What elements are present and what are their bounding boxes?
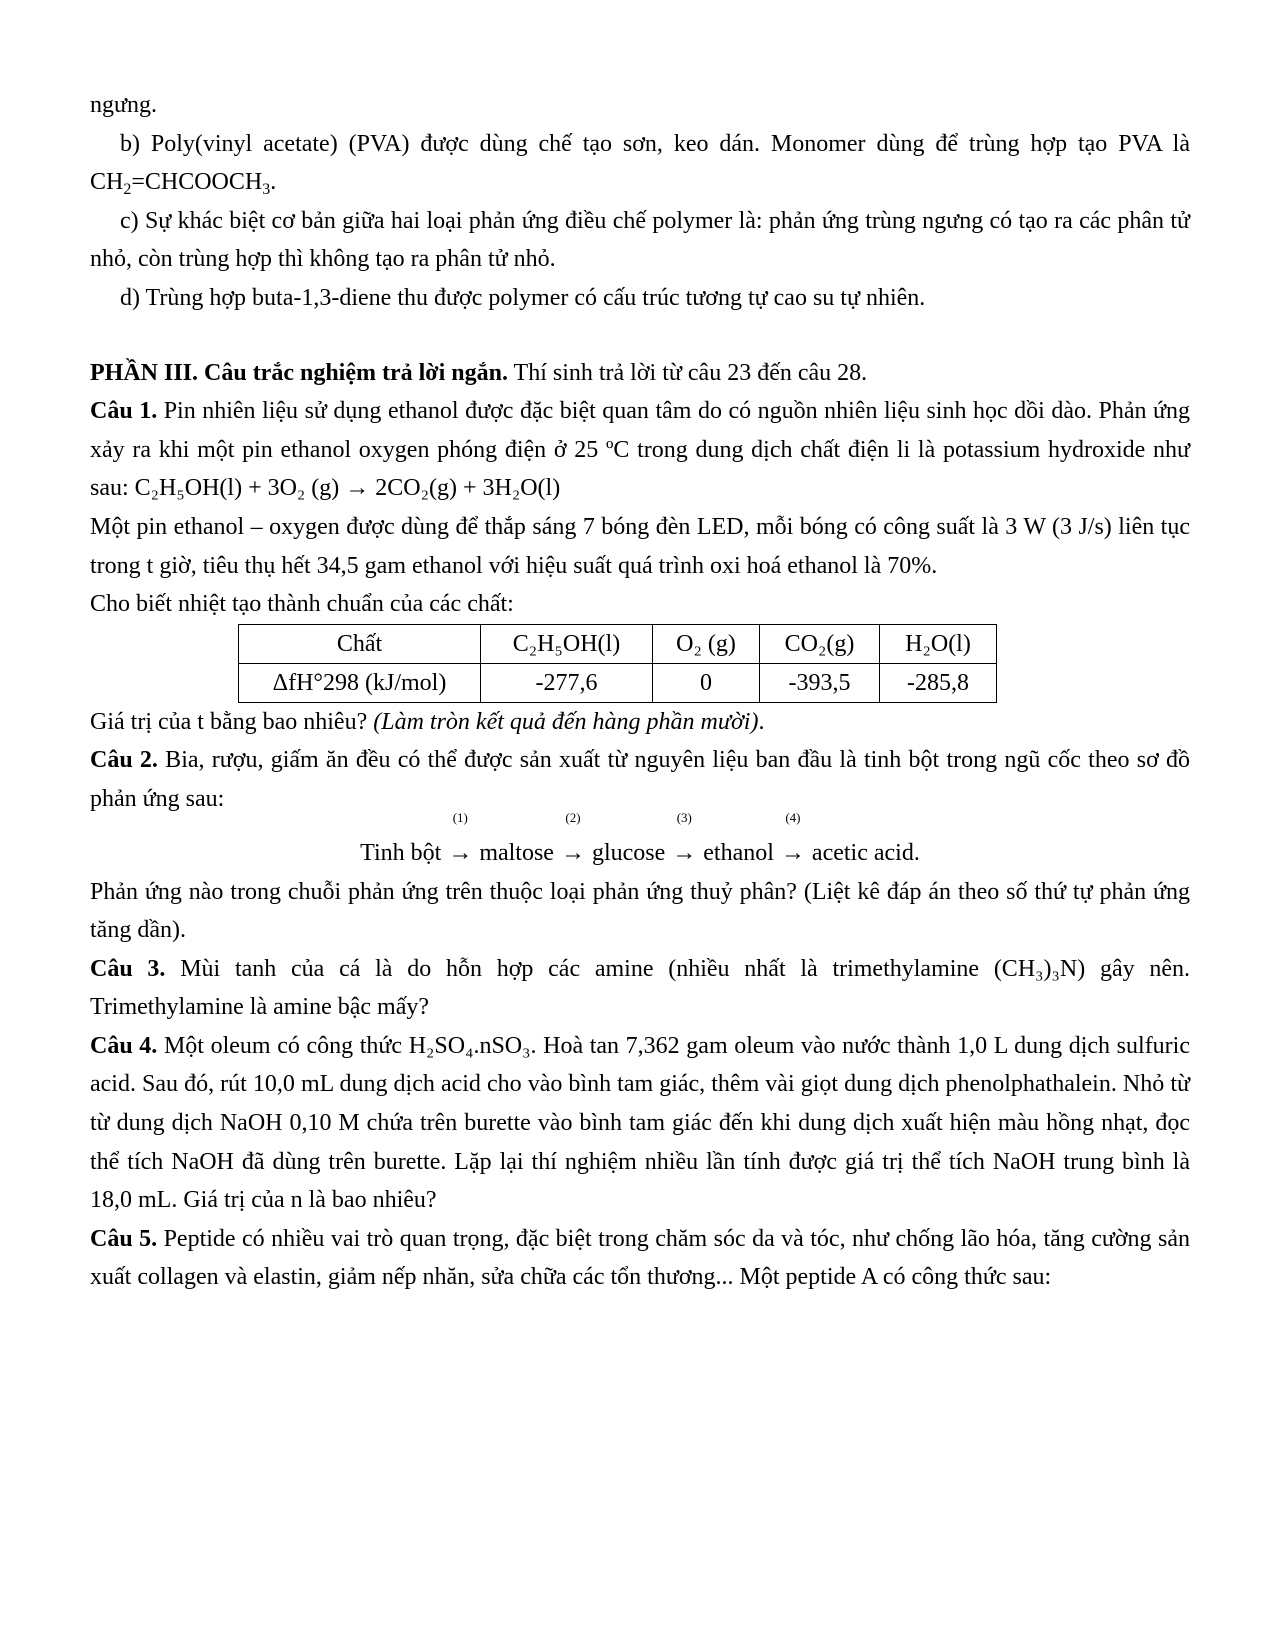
table-header-cell: CO₂(g): [760, 624, 880, 663]
scheme-start: Tinh bột: [360, 839, 448, 866]
table-cell: 0: [653, 663, 760, 702]
document-page: [90, 86, 1190, 1297]
table-header-cell: Chất: [239, 624, 481, 663]
q5-label: Câu 5.: [90, 1225, 158, 1252]
table-cell: -393,5: [760, 663, 880, 702]
question-3: Câu 3. Mùi tanh của cá là do hỗn hợp các amine (nhiều nhất là trimethylamine (CH₃)₃N) gây nên. Trimethylamine là amine bậc mấy?: [90, 955, 1190, 1021]
statement-c: c) Sự khác biệt cơ bản giữa hai loại phản ứng điều chế polymer là: phản ứng trùng ngưng có tạo ra các phân tử nhỏ, còn trùng hợp thì không tạo ra phân tử nhỏ.: [90, 207, 1190, 273]
q1-note: (Làm tròn kết quả đến hàng phần mười): [373, 708, 759, 735]
table-header-cell: C₂H₅OH(l): [481, 624, 653, 663]
enthalpy-table: [238, 624, 997, 703]
q1-label: Câu 1.: [90, 398, 158, 425]
table-row: [239, 663, 997, 702]
question-4: Câu 4. Một oleum có công thức H₂SO₄.nSO₃. Hoà tan 7,362 gam oleum vào nước thành 1,0 L dung dịch sulfuric acid. Sau đó, rút 10,0 mL dung dịch acid cho vào bình tam giác, thêm vài giọt dung dịch phenolphathalein. Nhỏ từ từ dung dịch NaOH 0,10 M chứa trên burette vào bình tam giác đến khi dung dịch xuất hiện màu hồng nhạt, đọc thể tích NaOH đã dùng trên burette. Lặp lại thí nghiệm nhiều lần tính được giá trị thể tích NaOH trung bình là 18,0 mL. Giá trị của n là bao nhiêu?: [90, 1032, 1190, 1214]
q3-label: Câu 3.: [90, 955, 166, 982]
table-row-label: ΔfH°298 (kJ/mol): [239, 663, 481, 702]
q4-label: Câu 4.: [90, 1032, 158, 1059]
reaction-scheme: Tinh bột (1) → maltose (2) → glucose (3) → ethanol (4) → acetic acid.: [90, 833, 1190, 873]
arrow-2-icon: (2) →: [560, 809, 585, 866]
part3-instruction: Thí sinh trả lời từ câu 23 đến câu 28.: [507, 359, 868, 386]
table-header-row: [239, 624, 997, 663]
table-cell: -277,6: [481, 663, 653, 702]
q1-question: Giá trị của t bằng bao nhiêu? (Làm tròn kết quả đến hàng phần mười).: [90, 708, 765, 735]
statement-b: b) Poly(vinyl acetate) (PVA) được dùng chế tạo sơn, keo dán. Monomer dùng để trùng hợp tạo PVA là $CH_2=CHCOOCH_3$.: [90, 130, 1190, 199]
table-header-cell: O₂ (g): [653, 624, 760, 663]
part3-heading-line: [90, 354, 1190, 393]
spacer: [90, 318, 1190, 354]
q1-equation: C₂H₅OH(l) + 3O₂ (g) → 2CO₂(g) + 3H₂O(l): [134, 475, 561, 502]
part3-heading: PHẦN III. Câu trắc nghiệm trả lời ngắn.: [90, 359, 508, 386]
q2-label: Câu 2.: [90, 747, 158, 774]
intro-line: ngưng.: [90, 92, 158, 118]
arrow-4-icon: (4) →: [780, 809, 805, 866]
table-cell: -285,8: [880, 663, 997, 702]
statement-d: d) Trùng hợp buta-1,3-diene thu được polymer có cấu trúc tương tự cao su tự nhiên.: [120, 284, 926, 311]
question-2: Câu 2. Bia, rượu, giấm ăn đều có thể được sản xuất từ nguyên liệu ban đầu là tinh bột trong ngũ cốc theo sơ đồ phản ứng sau:: [90, 747, 1190, 812]
arrow-3-icon: (3) →: [672, 809, 697, 866]
q1-text3: Cho biết nhiệt tạo thành chuẩn của các chất:: [90, 591, 514, 618]
q2-question: Phản ứng nào trong chuỗi phản ứng trên thuộc loại phản ứng thuỷ phân? (Liệt kê đáp án theo số thứ tự phản ứng tăng dần).: [90, 878, 1190, 944]
question-1: Câu 1. Pin nhiên liệu sử dụng ethanol được đặc biệt quan tâm do có nguồn nhiên liệu sinh học dồi dào. Phản ứng xảy ra khi một pin ethanol oxygen phóng điện ở 25 ºC trong dung dịch chất điện li là potassium hydroxide như sau: C₂H₅OH(l) + 3O₂ (g) → 2CO₂(g) + 3H₂O(l): [90, 398, 1191, 502]
q1-text2: Một pin ethanol – oxygen được dùng để thắp sáng 7 bóng đèn LED, mỗi bóng có công suất là 3 W (3 J/s) liên tục trong t giờ, tiêu thụ hết 34,5 gam ethanol với hiệu suất quá trình oxi hoá ethanol là 70%.: [90, 513, 1190, 579]
arrow-1-icon: (1) →: [448, 809, 473, 866]
table-header-cell: H₂O(l): [880, 624, 997, 663]
question-5: Câu 5. Peptide có nhiều vai trò quan trọng, đặc biệt trong chăm sóc da và tóc, như chống lão hóa, tăng cường sản xuất collagen và elastin, giảm nếp nhăn, sửa chữa các tổn thương... Một peptide A có công thức sau:: [90, 1225, 1190, 1291]
